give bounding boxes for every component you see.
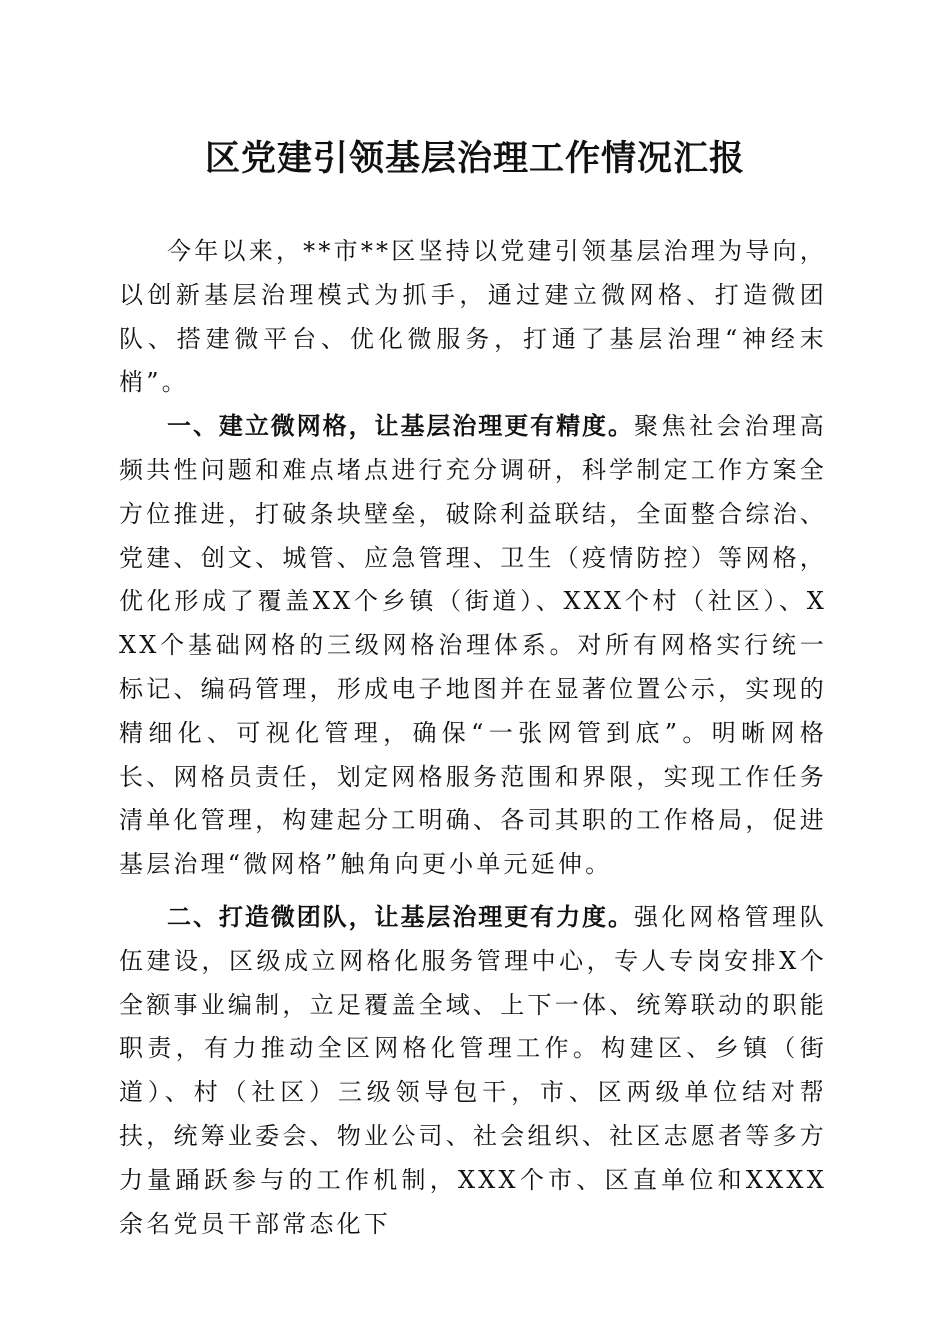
paragraph-text: 聚焦社会治理高频共性问题和难点堵点进行充分调研，科学制定工作方案全方位推进，打破条块壁垒，破除利益联结，全面整合综治、党建、创文、城管、应急管理、卫生（疫情防控）等网格，优化形成了覆盖XX个乡镇（街道）、XXX个村（社区）、XXX个基础网格的三级网格治理体系。对所有网格实行统一标记、编码管理，形成电子地图并在显著位置公示，实现的精细化、可视化管理，确保“一张网管到底”。明晰网格长、网格员责任，划定网格服务范围和界限，实现工作任务清单化管理，构建起分工明确、各司其职的工作格局，促进基层治理“微网格”触角向更小单元延伸。 — [119, 412, 828, 879]
paragraph-section-1 — [119, 405, 827, 887]
paragraph-text: 今年以来，**市**区坚持以党建引领基层治理为导向，以创新基层治理模式为抓手，通过建立微网格、打造微团队、搭建微平台、优化微服务，打通了基层治理“神经末梢”。 — [119, 237, 827, 397]
document-body — [119, 230, 827, 1246]
paragraph-text: 强化网格管理队伍建设，区级成立网格化服务管理中心，专人专岗安排X个全额事业编制，立足覆盖全域、上下一体、统筹联动的职能职责，有力推动全区网格化管理工作。构建区、乡镇（街道）、村（社区）三级领导包干，市、区两级单位结对帮扶，统筹业委会、物业公司、社会组织、社区志愿者等多方力量踊跃参与的工作机制，XXX个市、区直单位和XXXX余名党员干部常态化下 — [119, 902, 828, 1238]
paragraph-section-2 — [119, 896, 827, 1246]
section-heading: 二、打造微团队，让基层治理更有力度。 — [167, 902, 634, 931]
paragraph-intro — [119, 230, 827, 405]
section-heading: 一、建立微网格，让基层治理更有精度。 — [167, 412, 634, 441]
document-title: 区党建引领基层治理工作情况汇报 — [204, 138, 745, 179]
